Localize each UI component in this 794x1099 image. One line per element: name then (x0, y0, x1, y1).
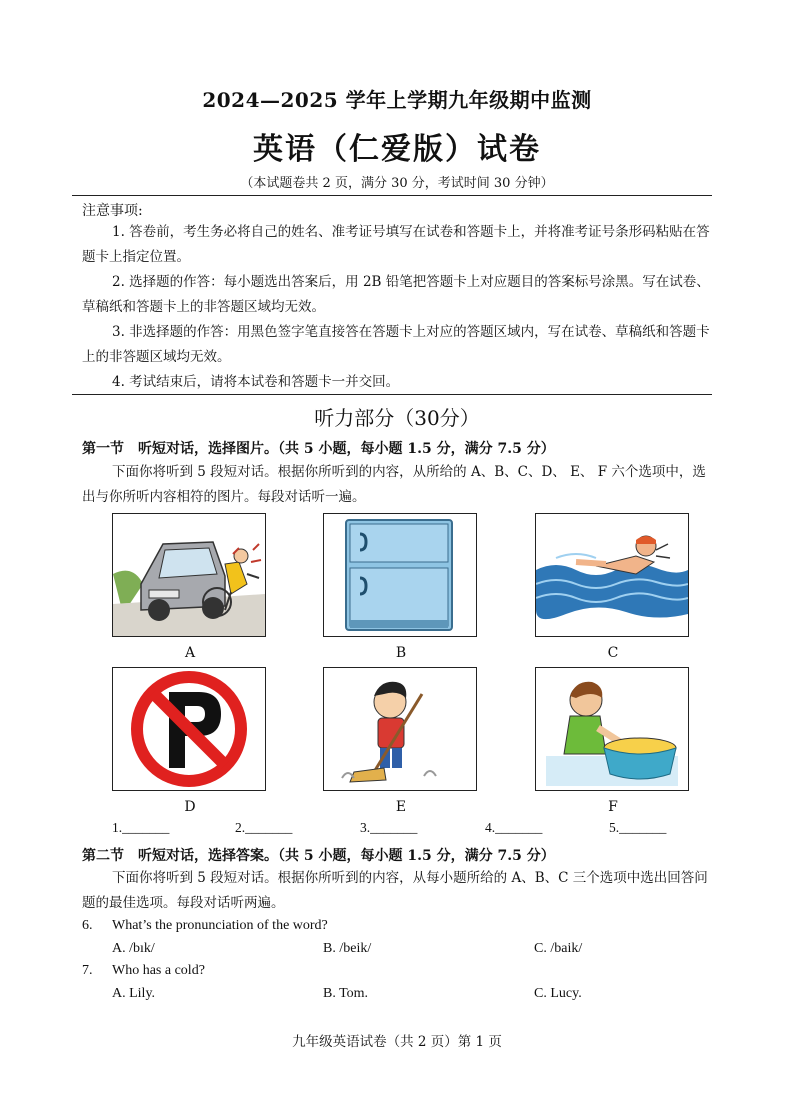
picture-d (112, 667, 266, 791)
picture-label-f: F (608, 799, 618, 815)
question-7-option-c[interactable]: C. Lucy. (534, 986, 582, 1001)
question-6-text: What’s the pronunciation of the word? (112, 918, 328, 933)
answer-blank-4[interactable]: 4._______ (485, 820, 543, 835)
swimmer-icon (536, 514, 688, 636)
question-6-option-a[interactable]: A. /bık/ (112, 941, 155, 956)
question-6-number: 6. (82, 918, 93, 933)
notice-item-3: 3. 非选择题的作答：用黑色签字笔直接答在答题卡上对应的答题区域内，写在试卷、草稿纸和答题卡上的非答题区域均无效。 (82, 324, 710, 365)
part2-instruction: 下面你将听到 5 段短对话。根据你所听到的内容，从每小题所给的 A、B、C 三个选项中选出回答问题的最佳选项。每段对话听两遍。 (82, 870, 708, 911)
page-footer: 九年级英语试卷（共 2 页）第 1 页 (292, 1034, 502, 1050)
exam-title-line2: 英语（仁爱版）试卷 (253, 132, 541, 167)
exam-subtitle: （本试题卷共 2 页，满分 30 分，考试时间 30 分钟） (240, 176, 554, 191)
part1-heading: 第一节 听短对话，选择图片。（共 5 小题，每小题 1.5 分，满分 7.5 分） (82, 441, 555, 457)
part1-instruction: 下面你将听到 5 段短对话。根据你所听到的内容，从所给的 A、B、C、D、 E、 F 六个选项中，选出与你所听内容相符的图片。每段对话听一遍。 (82, 464, 706, 505)
fridge-icon (324, 514, 476, 636)
picture-b (323, 513, 477, 637)
picture-label-a: A (184, 645, 196, 661)
sweeping-boy-icon (324, 668, 476, 790)
picture-c (535, 513, 689, 637)
question-7-option-b[interactable]: B. Tom. (323, 986, 369, 1001)
picture-a (112, 513, 266, 637)
answer-blank-1[interactable]: 1._______ (112, 820, 170, 835)
listening-section-title: 听力部分（30分） (314, 406, 480, 430)
car-accident-icon (113, 514, 265, 636)
picture-label-b: B (395, 645, 407, 661)
picture-e (323, 667, 477, 791)
divider-top (72, 195, 712, 196)
notice-item-2: 2. 选择题的作答：每小题选出答案后，用 2B 铅笔把答题卡上对应题目的答案标号涂黑。写在试卷、草稿纸和答题卡上的非答题区域均无效。 (82, 274, 710, 315)
notice-item-4: 4. 考试结束后，请将本试卷和答题卡一并交回。 (112, 374, 400, 390)
picture-f (535, 667, 689, 791)
question-6-option-b[interactable]: B. /beik/ (323, 941, 372, 956)
question-7-option-a[interactable]: A. Lily. (112, 986, 156, 1001)
question-6-option-c[interactable]: C. /baik/ (534, 941, 583, 956)
picture-label-c: C (607, 645, 619, 661)
picture-label-d: D (184, 799, 196, 815)
notice-item-1: 1. 答卷前，考生务必将自己的姓名、准考证号填写在试卷和答题卡上，并将准考证号条形码粘贴在答题卡上指定位置。 (82, 224, 710, 265)
question-7-text: Who has a cold? (112, 963, 205, 978)
notice-title: 注意事项: (82, 203, 143, 219)
no-parking-icon (113, 668, 265, 790)
answer-blank-3[interactable]: 3._______ (360, 820, 418, 835)
question-7-number: 7. (82, 963, 93, 978)
washing-clothes-icon (536, 668, 688, 790)
part2-heading: 第二节 听短对话，选择答案。（共 5 小题，每小题 1.5 分，满分 7.5 分） (82, 848, 555, 864)
answer-blank-2[interactable]: 2._______ (235, 820, 293, 835)
picture-label-e: E (395, 799, 407, 815)
divider-notice (72, 394, 712, 395)
answer-blank-5[interactable]: 5._______ (609, 820, 667, 835)
exam-title-line1: 2024—2025 学年上学期九年级期中监测 (202, 88, 592, 112)
